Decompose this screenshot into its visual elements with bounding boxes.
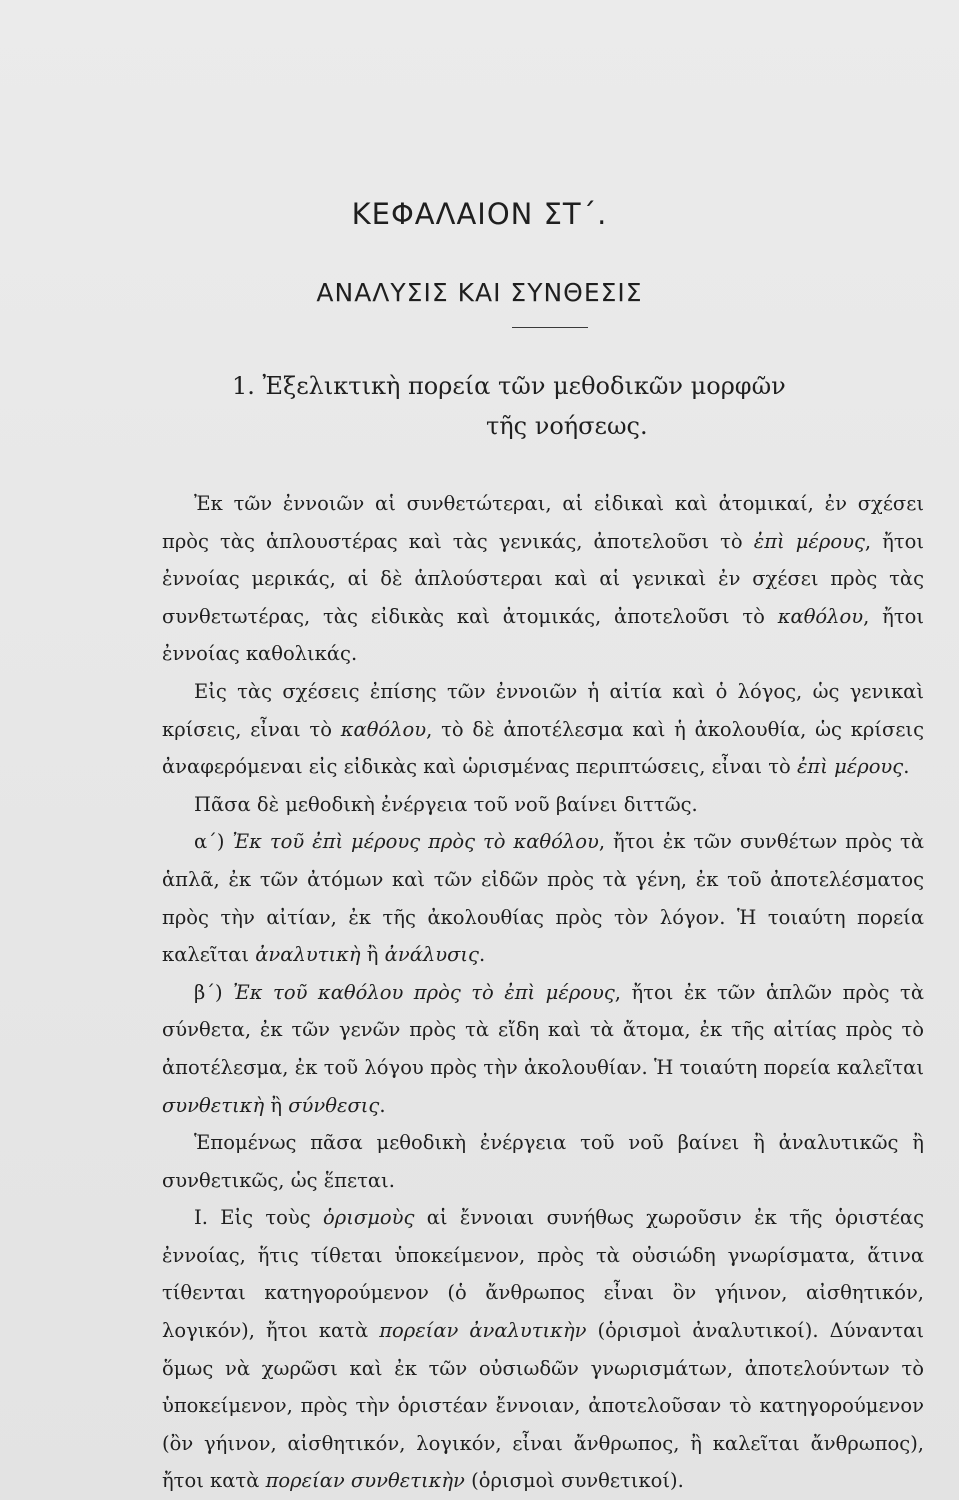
section-title-line2: τῆς νοήσεως.	[486, 412, 648, 440]
p1-italic-1: ἐπὶ μέρους	[753, 529, 865, 553]
p4-italic-2: ἀναλυτικὴ	[255, 943, 361, 967]
body-text	[162, 485, 924, 1500]
p4-label: α΄)	[194, 830, 225, 854]
p7-italic-2: πορείαν ἀναλυτικὴν	[379, 1319, 587, 1343]
p5-text-a: , ἤτοι ἐκ τῶν ἁπλῶν πρὸς τὰ σύνθετα, ἐκ τῶν γενῶν πρὸς τὰ εἴδη καὶ τὰ ἄτομα, ἐκ τῆς αἰτίας πρὸς τὸ ἀποτέλεσμα, ἐκ τοῦ λόγου πρὸς τὴν ἀκολουθίαν. Ἡ τοιαύτη πορεία καλεῖται	[162, 980, 924, 1079]
section-title-line1: Ἐξελικτικὴ πορεία τῶν μεθοδικῶν μορφῶν	[262, 372, 786, 400]
p7-text-d: (ὁρισμοὶ συνθετικοί).	[464, 1469, 684, 1493]
p4-italic-1: Ἐκ τοῦ ἐπὶ μέρους πρὸς τὸ καθόλου	[232, 830, 599, 854]
title-divider	[512, 327, 588, 328]
p1-text-a: Ἐκ τῶν ἐννοιῶν αἱ συνθετώτεραι, αἱ εἰδικαὶ καὶ ἀτομικαί, ἐν σχέσει πρὸς τὰς ἁπλουστέρας καὶ τὰς γενικάς, ἀποτελοῦσι τὸ	[162, 492, 924, 553]
paragraph-7	[162, 1199, 924, 1500]
p2-italic-1: καθόλου	[340, 717, 427, 741]
p5-text-c: .	[379, 1093, 386, 1117]
chapter-heading: ΚΕΦΑΛΑΙΟΝ ΣΤ΄.	[351, 197, 608, 231]
p7-text-b: αἱ ἔννοιαι συνήθως χωροῦσιν ἐκ τῆς ὁριστέας ἐννοίας, ἥτις τίθεται ὑποκείμενον, πρὸς τὰ οὐσιώδη γνωρίσματα, ἅτινα τίθενται κατηγορούμενον (ὁ ἄνθρωπος εἶναι ὂν γήινον, αἰσθητικόν, λογικόν), ἤτοι κατὰ	[162, 1206, 924, 1343]
p1-text-c: , ἤτοι ἐννοίας καθολικάς.	[162, 604, 924, 666]
p2-italic-2: ἐπὶ μέρους	[796, 755, 904, 779]
p4-text-a: , ἤτοι ἐκ τῶν συνθέτων πρὸς τὰ ἁπλᾶ, ἐκ τῶν ἀτόμων καὶ τῶν εἰδῶν πρὸς τὰ γένη, ἐκ τοῦ ἀποτελέσματος πρὸς τὴν αἰτίαν, ἐκ τῆς ἀκολουθίας πρὸς τὸν λόγον. Ἡ τοιαύτη πορεία καλεῖται	[162, 830, 925, 967]
paragraph-3: Πᾶσα δὲ μεθοδικὴ ἐνέργεια τοῦ νοῦ βαίνει διττῶς.	[194, 792, 698, 816]
section-number: 1.	[232, 372, 255, 400]
p2-text-b: , τὸ δὲ ἀποτέλεσμα καὶ ἡ ἀκολουθία, ὡς κρίσεις ἀναφερόμεναι εἰς εἰδικὰς καὶ ὡρισμένας περιπτώσεις, εἶναι τὸ	[162, 717, 925, 779]
p4-text-c: .	[478, 943, 486, 967]
p5-text-b: ἢ	[264, 1093, 289, 1117]
p7-italic-3: πορείαν συνθετικὴν	[265, 1469, 465, 1493]
p1-italic-2: καθόλου	[777, 604, 864, 628]
paragraph-5	[162, 974, 924, 1124]
p7-label: I.	[194, 1206, 208, 1230]
p7-text-c: (ὁρισμοὶ ἀναλυτικοί). Δύνανται ὅμως νὰ χωρῶσι καὶ ἐκ τῶν οὐσιωδῶν γνωρισμάτων, ἀποτελούντων τὸ ὑποκείμενον, πρὸς τὴν ὁριστέαν ἔννοιαν, ἀποτελοῦσαν τὸ κατηγορούμενον (ὂν γήινον, αἰσθητικόν, λογικόν, εἶναι ἄνθρωπος, ἢ καλεῖται ἄνθρωπος), ἤτοι κατὰ	[162, 1319, 924, 1493]
p4-italic-3: ἀνάλυσις	[384, 943, 479, 967]
p7-text-a: Εἰς τοὺς	[207, 1206, 324, 1230]
chapter-subtitle: ΑΝΑΛΥΣΙΣ ΚΑΙ ΣΥΝΘΕΣΙΣ	[316, 278, 643, 307]
p5-italic-1: Ἐκ τοῦ καθόλου πρὸς τὸ ἐπὶ μέρους	[233, 980, 615, 1004]
p5-italic-3: σύνθεσις	[288, 1093, 380, 1117]
p5-label: β΄)	[194, 980, 223, 1004]
p2-text-c: .	[903, 755, 910, 779]
paragraph-2	[162, 673, 924, 786]
p4-text-b: ἢ	[360, 943, 385, 967]
section-heading	[232, 366, 872, 446]
p5-italic-2: συνθετικὴ	[162, 1093, 265, 1117]
paragraph-4	[162, 823, 924, 973]
paragraph-6: Ἑπομένως πᾶσα μεθοδικὴ ἐνέργεια τοῦ νοῦ βαίνει ἢ ἀναλυτικῶς ἢ συνθετικῶς, ὡς ἕπεται.	[162, 1131, 924, 1192]
paragraph-1	[162, 485, 924, 673]
p7-italic-1: ὁρισμοὺς	[323, 1206, 415, 1230]
p1-text-b: , ἤτοι ἐννοίας μερικάς, αἱ δὲ ἁπλούστεραι καὶ αἱ γενικαὶ ἐν σχέσει πρὸς τὰς συνθετωτέρας, τὰς εἰδικὰς καὶ ἀτομικάς, ἀποτελοῦσι τὸ	[162, 529, 925, 628]
p2-text-a: Εἰς τὰς σχέσεις ἐπίσης τῶν ἐννοιῶν ἡ αἰτία καὶ ὁ λόγος, ὡς γενικαὶ κρίσεις, εἶναι τὸ	[162, 679, 924, 741]
